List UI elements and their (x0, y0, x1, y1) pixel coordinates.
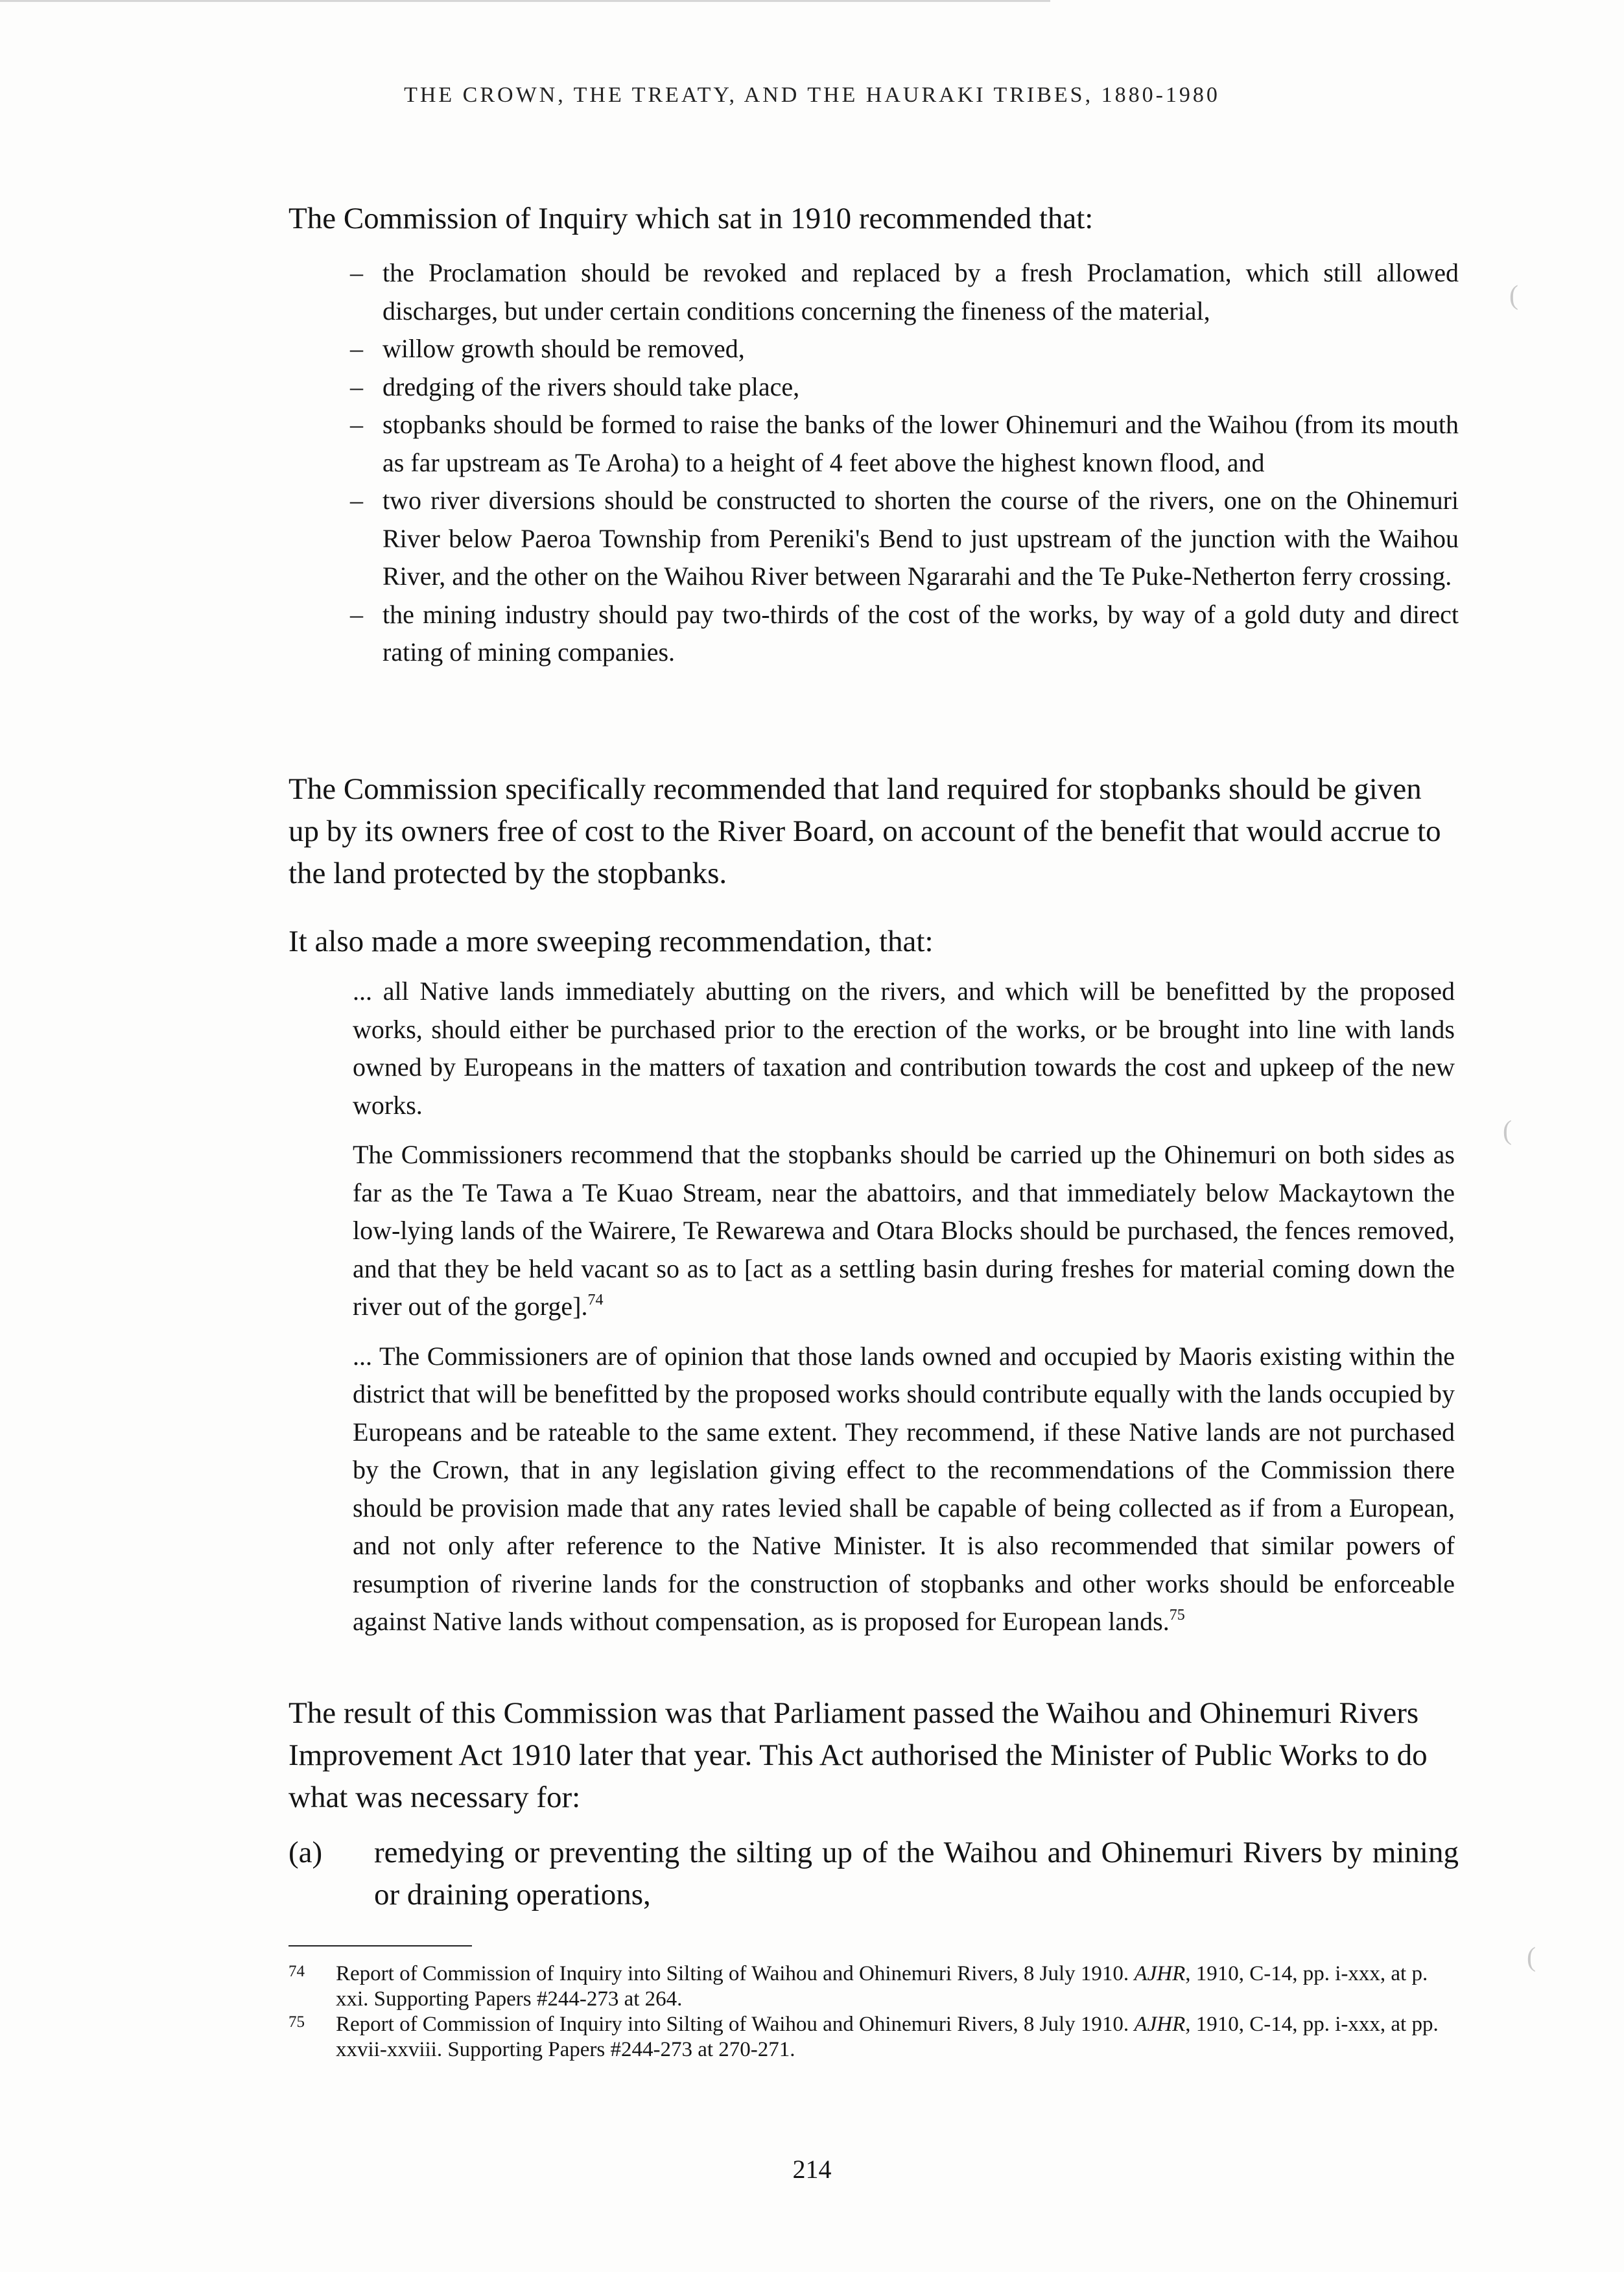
margin-mark: ( (1503, 1116, 1512, 1146)
footnote-number: 75 (288, 2013, 305, 2031)
enumerated-item-a (288, 1832, 1459, 1916)
scan-edge-line (0, 0, 1050, 2)
footnote-ref-75: 75 (1169, 1607, 1185, 1624)
page-number: 214 (792, 2155, 832, 2184)
enum-label: (a) (288, 1836, 323, 1869)
margin-mark: ( (1509, 281, 1518, 311)
dash-marker: – (350, 486, 363, 515)
footnote-number: 74 (288, 1963, 305, 1980)
dash-marker: – (350, 372, 363, 401)
list-item: – the Proclamation should be revoked and replaced by a fresh Proclamation, which still allowed discharges, but under certain conditions concerning the fineness of the material, (350, 254, 1459, 330)
dash-marker: – (350, 258, 363, 287)
running-header: THE CROWN, THE TREATY, AND THE HAURAKI TRIBES, 1880-1980 (404, 83, 1220, 107)
dash-marker: – (350, 334, 363, 363)
recommendations-list (350, 254, 1459, 672)
footnote-75: 75 Report of Commission of Inquiry into Silting of Waihou and Ohinemuri Rivers, 8 July 1910. AJHR, 1910, C-14, pp. i-xxx, at pp. xxvii-xxviii. Supporting Papers #244-273 at 270-271. (288, 2012, 1462, 2063)
intro-paragraph (288, 198, 1455, 240)
result-paragraph: The result of this Commission was that Parliament passed the Waihou and Ohinemuri Rivers Improvement Act 1910 later that year. This Act authorised the Minister of Public Works to do what was necessary for: (288, 1696, 1428, 1814)
sweeping-paragraph: It also made a more sweeping recommendation, that: (288, 925, 934, 958)
footnotes (288, 1961, 1462, 2063)
footnote-ref-74: 74 (587, 1292, 604, 1308)
margin-mark: ( (1527, 1943, 1536, 1972)
dash-marker: – (350, 410, 363, 439)
quote-paragraph-1: ... all Native lands immediately abutting on the rivers, and which will be benefitted by the proposed works, should either be purchased prior to the erection of the works, or be brought into line with lands owned by Europeans in the matters of taxation and contribution towards the cost and upkeep of the new works. (353, 976, 1455, 1120)
list-item: – stopbanks should be formed to raise the banks of the lower Ohinemuri and the Waihou (from its mouth as far upstream as Te Aroha) to a height of 4 feet above the highest known flood, and (350, 406, 1459, 482)
list-item: – willow growth should be removed, (350, 330, 1459, 368)
enum-text: remedying or preventing the silting up of the Waihou and Ohinemuri Rivers by mining or draining operations, (374, 1836, 1459, 1911)
footnote-rule (288, 1945, 472, 1947)
block-quote (353, 973, 1455, 1641)
list-item: – the mining industry should pay two-thirds of the cost of the works, by way of a gold duty and direct rating of mining companies. (350, 596, 1459, 672)
quote-paragraph-2: The Commissioners recommend that the stopbanks should be carried up the Ohinemuri on both sides as far as the Te Tawa a Te Kuao Stream, near the abattoirs, and that immediately below Mackaytown the low-lying lands of the Wairere, Te Rewarewa and Otara Blocks should be purchased, the fences removed, and that they be held vacant so as to [act as a settling basin during freshes for material coming down the river out of the gorge].$^{74}$ (353, 1140, 1455, 1321)
dash-marker: – (350, 599, 363, 629)
list-item: – two river diversions should be constructed to shorten the course of the rivers, one on the Ohinemuri River below Paeroa Township from Pereniki's Bend to just upstream of the junction with the Waihou River, and the other on the Waihou River between Ngararahi and the Te Puke-Netherton ferry crossing. (350, 482, 1459, 596)
specific-paragraph: The Commission specifically recommended that land required for stopbanks should be given up by its owners free of cost to the River Board, on account of the benefit that would accrue to the land protected by the stopbanks. (288, 772, 1441, 890)
footnote-74: 74 Report of Commission of Inquiry into Silting of Waihou and Ohinemuri Rivers, 8 July 1910. AJHR, 1910, C-14, pp. i-xxx, at p. xxi. Supporting Papers #244-273 at 264. (288, 1961, 1462, 2012)
intro-text: The Commission of Inquiry which sat in 1910 recommended that: (288, 202, 1094, 235)
list-item: – dredging of the rivers should take place, (350, 368, 1459, 407)
quote-paragraph-3: ... The Commissioners are of opinion that those lands owned and occupied by Maoris existing within the district that will be benefitted by the proposed works should contribute equally with the lands occupied by Europeans and be rateable to the same extent. They recommend, if these Native lands are not purchased by the Crown, that in any legislation giving effect to the recommendations of the Commission there should be provision made that any rates levied shall be capable of being collected as if from a European, and not only after reference to the Native Minister. It is also recommended that similar powers of resumption of riverine lands for the construction of stopbanks and other works should be enforceable against Native lands without compensation, as is proposed for European lands.$^{75}$ (353, 1341, 1455, 1636)
